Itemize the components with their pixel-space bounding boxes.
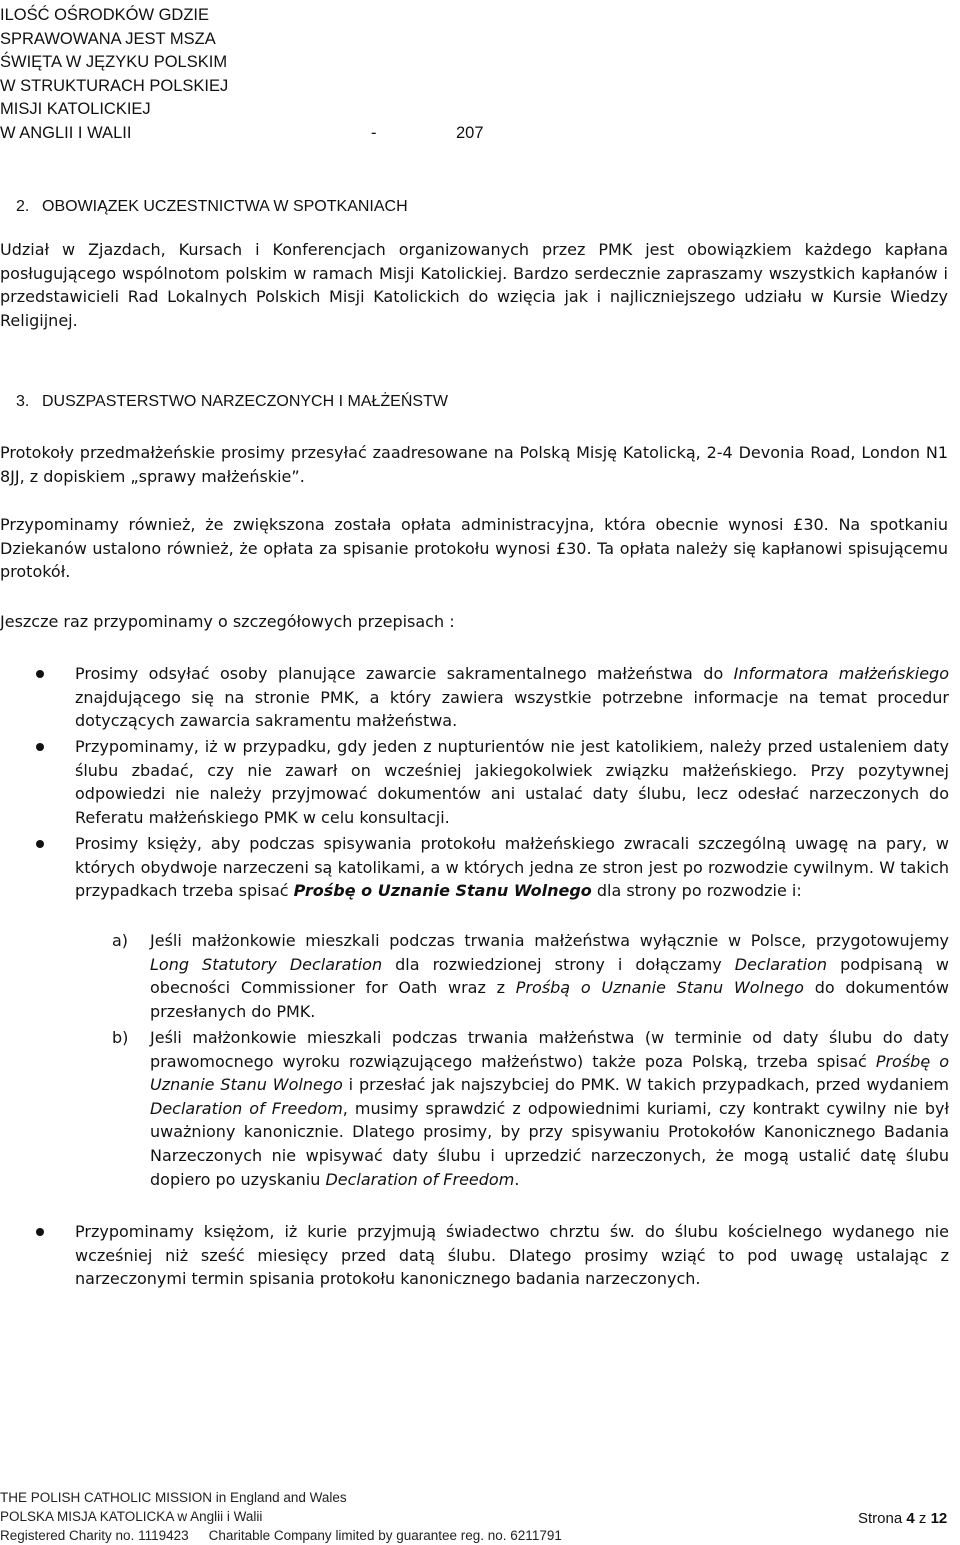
bullet-icon [36,743,44,751]
header-line-with-count [0,122,500,146]
page-current: 4 [906,1510,915,1527]
list-item-text: Przypominamy, iż w przypadku, gdy jeden z nupturientów nie jest katolikiem, należy przed ustaleniem daty ślubu zbadać, czy nie zawarł on wcześniej jakiegokolwiek związku małżeńskiego. Przy pozytywnej odpowiedzi nie należy przyjmować dokumentów ani ustalać daty ślubu, lecz odesłać narzeczonych do Referatu małżeńskiego PMK w celu konsultacji. [75,737,949,827]
sub-item-text: Jeśli małżonkowie mieszkali podczas trwania małżeństwa (w terminie od daty ślubu do daty prawomocnego wyroku rozwiązującego małżeństwo) także poza Polską, trzeba spisać [150,1028,949,1071]
header-line: W STRUKTURACH POLSKIEJ [0,76,229,95]
footer-company-number: Charitable Company limited by guarantee reg. no. 6211791 [208,1528,562,1543]
list-item [75,662,949,733]
sub-item-text: . [514,1169,520,1189]
footer [0,1488,562,1545]
header-line: ILOŚĆ OŚRODKÓW GDZIE [0,6,210,24]
list-item-text: Prosimy odsyłać osoby planujące zawarcie sakramentalnego małżeństwa do [75,664,734,683]
sub-list-marker: a) [112,931,129,950]
sub-item-text: podpisaną w obecności Commissioner for Oath wraz z [150,954,950,998]
list-item [75,832,949,903]
section-2-heading [16,198,408,216]
sub-item-italic: Declaration of Freedom [150,1098,343,1118]
list-item-text: dla strony po rozwodzie i: [591,881,802,901]
sub-list-item-a [112,929,950,1023]
sub-item-italic: Prośbę o Uznanie Stanu Wolnego [150,1051,949,1095]
header-block [0,4,500,146]
list-item-italic: Informatora małżeńskiego [733,664,950,683]
header-count: 207 [456,123,484,142]
bullet-icon [36,1228,44,1236]
footer-org-polish: POLSKA MISJA KATOLICKA w Anglii i Walii [0,1509,263,1524]
page-separator: z [918,1510,927,1527]
page-label: Strona [858,1510,903,1527]
sub-list-item-b [112,1026,950,1191]
header-line: MISJI KATOLICKIEJ [0,100,151,119]
sub-item-text: Jeśli małżonkowie mieszkali podczas trwania małżeństwa wyłącznie w Polsce, przygotowujemy [150,931,949,950]
sub-item-italic: Declaration of Freedom [325,1169,515,1189]
sub-item-text: , musimy sprawdzić z odpowiednimi kuriami, czy kontrakt cywilny nie był uważniony kanonicznie. Dlatego prosimy, by przy spisywaniu Protokołów Kanonicznego Badania Narzeczonych nie wpisywać daty ślubu i uprzedzić narzeczonych, że mogą ustalić datę ślubu dopiero po uzyskaniu [150,1098,949,1189]
section-3-paragraph-3: Jeszcze raz przypominamy o szczegółowych przepisach : [0,612,455,631]
list-item-text: znajdującego się na stronie PMK, a który zawiera wszystkie potrzebne informacje na temat procedur dotyczących zawarcia sakramentu małżeństwa. [75,687,949,731]
list-item [75,1220,949,1291]
bullet-icon [36,670,44,678]
header-line: ŚWIĘTA W JĘZYKU POLSKIM [0,53,228,72]
section-number: 3. [16,393,30,410]
sub-item-text: i przesłać jak najszybciej do PMK. W takich przypadkach, przed wydaniem [342,1075,950,1095]
sub-item-italic: Long Statutory Declaration [150,954,383,974]
bullet-icon [36,840,44,848]
header-dash: - [371,123,377,142]
sub-item-text: do dokumentów przesłanych do PMK. [150,978,949,1021]
sub-item-italic: Declaration [734,954,828,974]
page-total: 12 [930,1510,948,1527]
section-number: 2. [16,198,30,215]
list-item [75,735,949,829]
sub-item-text: dla rozwiedzionej strony i dołączamy [382,954,735,974]
section-title: DUSZPASTERSTWO NARZECZONYCH I MAŁŻEŃSTW [42,393,448,410]
header-line: W ANGLII I WALII [0,123,132,142]
sub-list-marker: b) [112,1028,129,1047]
section-3-heading [16,393,448,411]
header-line: SPRAWOWANA JEST MSZA [0,29,216,48]
list-item-text: Przypominamy księżom, iż kurie przyjmują świadectwo chrztu św. do ślubu kościelnego wydanego nie wcześniej niż sześć miesięcy przed datą ślubu. Dlatego prosimy wziąć to pod uwagę ustalając z narzeczonymi termin spisania protokołu kanonicznego badania narzeczonych. [75,1222,949,1289]
footer-registration [0,1526,562,1545]
section-2-paragraph: Udział w Zjazdach, Kursach i Konferencjach organizowanych przez PMK jest obowiązkiem każdego kapłana posługującego wspólnotom polskim w ramach Misji Katolickiej. Bardzo serdecznie zapraszamy wszystkich kapłanów i przedstawicieli Rad Lokalnych Polskich Misji Katolickich do wzięcia jak i najliczniejszego udziału w Kursie Wiedzy Religijnej. [0,240,948,330]
section-3-paragraph-2: Przypominamy również, że zwiększona została opłata administracyjna, która obecnie wynosi £30. Na spotkaniu Dziekanów ustalono również, że opłata za spisanie protokołu wynosi £30. Ta opłata należy się kapłanowi spisującemu protokół. [0,515,948,582]
list-item-text: Prosimy księży, aby podczas spisywania protokołu małżeńskiego zwracali szczególną uwagę na pary, w których obydwoje narzeczeni są katolikami, a w których jedna ze stron jest po rozwodzie cywilnym. W takich przypadkach trzeba spisać [75,834,949,901]
list-item-bold-italic: Prośbę o Uznanie Stanu Wolnego [293,881,592,901]
section-title: OBOWIĄZEK UCZESTNICTWA W SPOTKANIACH [42,198,408,215]
footer-org-english: THE POLISH CATHOLIC MISSION in England and Wales [0,1490,347,1505]
footer-charity-number: Registered Charity no. 1119423 [0,1528,189,1543]
section-3-paragraph-1: Protokoły przedmałżeńskie prosimy przesyłać zaadresowane na Polską Misję Katolicką, 2-4 Devonia Road, London N1 8JJ, z dopiskiem „sprawy małżeńskie”. [0,443,948,486]
sub-item-italic: Prośbą o Uznanie Stanu Wolnego [515,978,804,998]
page-number [858,1510,947,1527]
